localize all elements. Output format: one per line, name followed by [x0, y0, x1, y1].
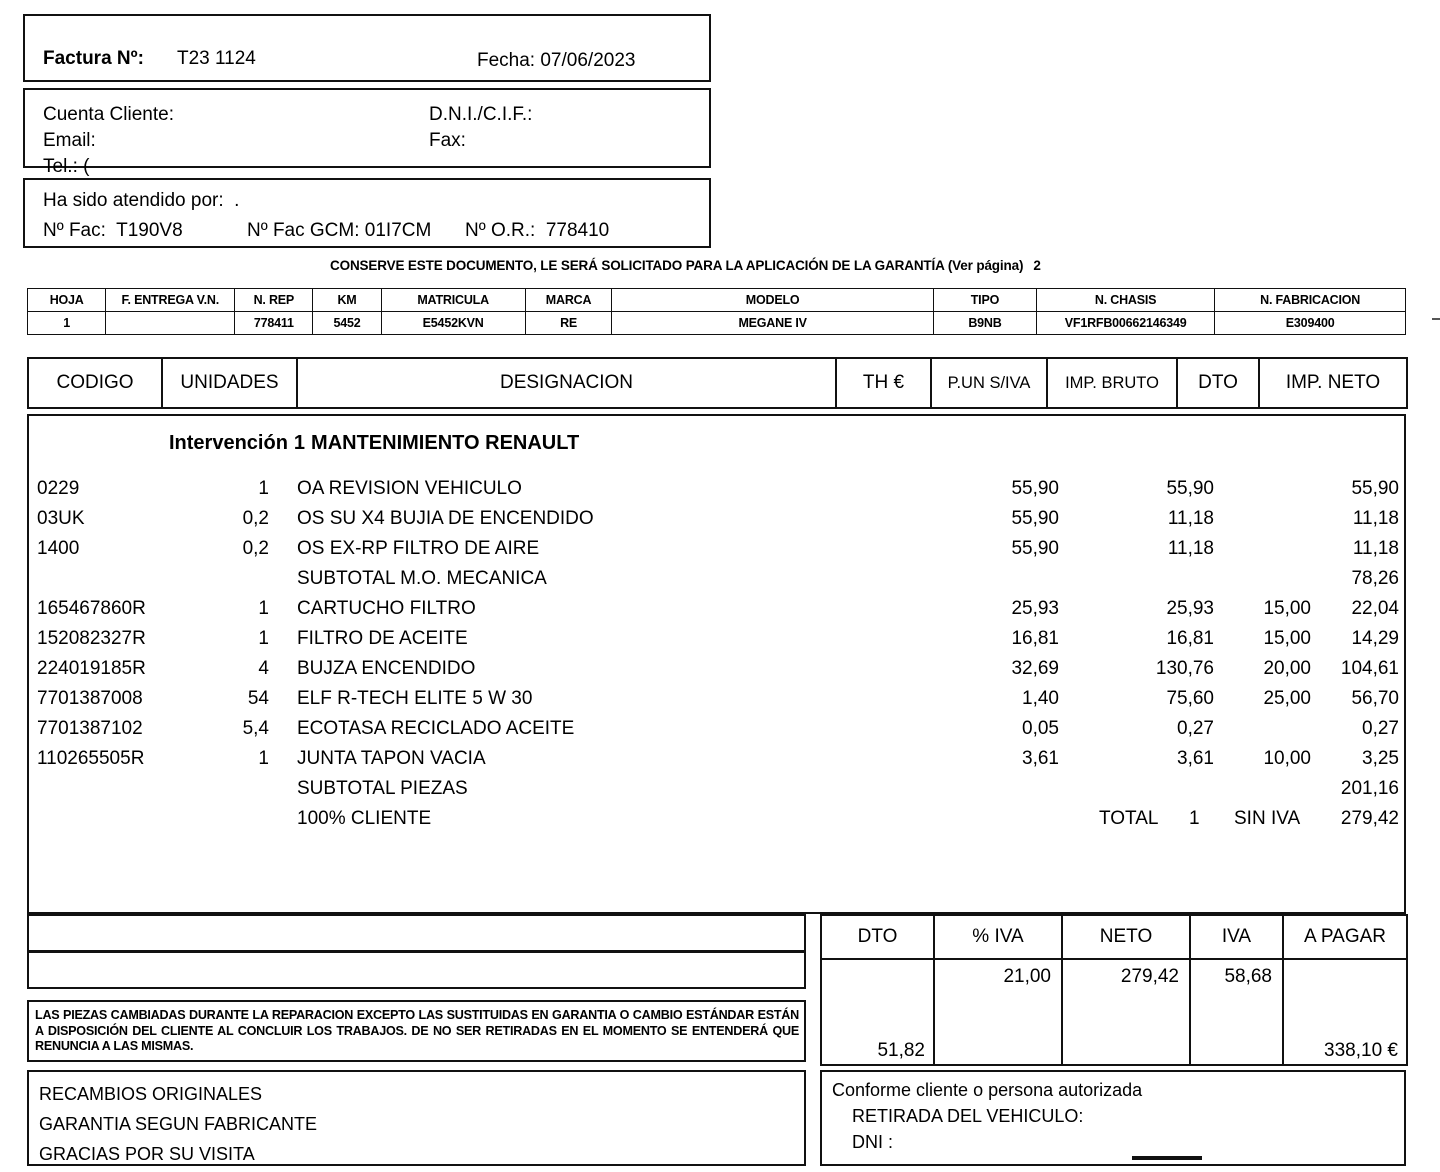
vehicle-col-modelo: MODELO	[612, 289, 934, 312]
customer-email-label: Email:	[43, 130, 96, 151]
row-neto: 22,04	[1351, 598, 1399, 619]
row-neto: 0,27	[1362, 718, 1399, 739]
summary-col-neto: NETO	[1062, 915, 1190, 959]
vehicle-col-n-fabricacion: N. FABRICACION	[1215, 289, 1406, 312]
vehicle-col-f-entrega: F. ENTREGA V.N.	[106, 289, 235, 312]
summary-cell-neto	[1062, 959, 1190, 1065]
parts-disclaimer-text: LAS PIEZAS CAMBIADAS DURANTE LA REPARACION EXCEPTO LAS SUSTITUIDAS EN GARANTIA O CAMBIO ESTÁNDAR ESTÁN A DISPOSICIÓN DEL CLIENTE AL CONCLUIR LOS TRABAJOS. DE NO SER RETIRADAS EN EL MOMENTO SE ENTENDERÁ QUE RENUNCIA A LAS MISMAS.	[35, 1008, 799, 1053]
footer-line-gracias: GRACIAS POR SU VISITA	[39, 1144, 255, 1164]
row-bruto: 130,76	[1155, 658, 1214, 679]
table-row	[29, 658, 1404, 688]
summary-col-iva: IVA	[1190, 915, 1283, 959]
signature-conforme-label: Conforme cliente o persona autorizada	[832, 1080, 1143, 1100]
work-order-number: Nº O.R.: 778410	[465, 220, 610, 241]
row-pun: 3,61	[1022, 748, 1059, 769]
row-pun: 32,69	[1011, 658, 1059, 679]
row-neto: 55,90	[1351, 478, 1399, 499]
items-col-unidades: UNIDADES	[162, 358, 297, 408]
row-codigo: 224019185R	[37, 658, 146, 679]
row-designacion: ELF R-TECH ELITE 5 W 30	[297, 688, 533, 709]
vehicle-val-matricula: E5452KVN	[381, 312, 525, 335]
vehicle-table-header-row	[28, 289, 1406, 312]
vehicle-col-n-chasis: N. CHASIS	[1036, 289, 1214, 312]
row-neto: 14,29	[1351, 628, 1399, 649]
customer-dni-cif-label: D.N.I./C.I.F.:	[429, 104, 533, 125]
items-col-importe-bruto: IMP. BRUTO	[1047, 358, 1177, 408]
total-intervention-count: 1	[1189, 808, 1200, 829]
row-pun: 16,81	[1011, 628, 1059, 649]
row-unidades: 1	[258, 598, 269, 619]
row-designacion: JUNTA TAPON VACIA	[297, 748, 486, 769]
row-neto: 11,18	[1352, 508, 1399, 529]
items-col-designacion: DESIGNACION	[297, 358, 836, 408]
table-row	[29, 538, 1404, 568]
table-row	[29, 808, 1404, 838]
row-dto: 15,00	[1263, 598, 1311, 619]
row-unidades: 54	[247, 688, 269, 709]
intervention-heading	[169, 432, 579, 455]
row-designacion: BUJZA ENCENDIDO	[297, 658, 476, 679]
notes-box-lower	[27, 951, 806, 989]
summary-value-pct-iva: 21,00	[1003, 966, 1051, 987]
warranty-notice-text: CONSERVE ESTE DOCUMENTO, LE SERÁ SOLICITADO PARA LA APLICACIÓN DE LA GARANTÍA (Ver página)	[330, 258, 1024, 273]
row-pun: 55,90	[1011, 538, 1059, 559]
line-items-header-row	[28, 358, 1407, 408]
line-items-header	[27, 357, 1406, 409]
summary-value-iva: 58,68	[1224, 966, 1272, 987]
summary-cell-dto	[821, 959, 934, 1065]
row-dto: 10,00	[1263, 748, 1311, 769]
line-items-body	[27, 414, 1406, 914]
warranty-notice-banner	[330, 258, 1160, 273]
row-dto: 20,00	[1263, 658, 1311, 679]
items-col-precio-unitario-sin-iva: P.UN S/IVA	[931, 358, 1047, 408]
row-bruto: 16,81	[1166, 628, 1214, 649]
row-dto: 25,00	[1263, 688, 1311, 709]
items-col-th-euro: TH €	[836, 358, 931, 408]
row-dto: 15,00	[1263, 628, 1311, 649]
vehicle-col-matricula: MATRICULA	[381, 289, 525, 312]
table-row	[29, 688, 1404, 718]
intervention-number: 1	[293, 432, 306, 454]
vehicle-col-tipo: TIPO	[933, 289, 1036, 312]
row-codigo: 152082327R	[37, 628, 146, 649]
customer-info-box	[23, 88, 711, 177]
items-col-codigo: CODIGO	[28, 358, 162, 408]
vehicle-val-n-chasis: VF1RFB00662146349	[1036, 312, 1214, 335]
row-codigo: 1400	[37, 538, 80, 559]
row-designacion: FILTRO DE ACEITE	[297, 628, 468, 649]
row-neto: 201,16	[1340, 778, 1399, 799]
row-bruto: 11,18	[1167, 508, 1214, 529]
row-codigo: 7701387008	[37, 688, 143, 709]
table-row	[29, 598, 1404, 628]
invoice-ref-nfac: Nº Fac: T190V8	[43, 220, 183, 241]
table-row	[29, 778, 1404, 808]
row-pun: 0,05	[1022, 718, 1059, 739]
row-codigo: 7701387102	[37, 718, 143, 739]
row-unidades: 4	[258, 658, 269, 679]
row-designacion: 100% CLIENTE	[297, 808, 432, 829]
vehicle-col-km: KM	[313, 289, 381, 312]
vehicle-val-hoja: 1	[28, 312, 106, 335]
vehicle-details-table	[27, 288, 1406, 335]
summary-values-row	[821, 959, 1407, 1065]
signature-line	[1132, 1156, 1202, 1160]
customer-signature-box	[820, 1070, 1406, 1166]
invoice-number-value: T23 1124	[177, 48, 256, 69]
vehicle-val-marca: RE	[525, 312, 612, 335]
row-pun: 55,90	[1011, 508, 1059, 529]
row-pun: 1,40	[1022, 688, 1059, 709]
attended-by-label: Ha sido atendido por: .	[43, 190, 240, 211]
signature-retirada-label: RETIRADA DEL VEHICULO:	[852, 1106, 1084, 1126]
summary-value-neto: 279,42	[1120, 966, 1179, 987]
vehicle-col-n-rep: N. REP	[235, 289, 313, 312]
items-col-dto: DTO	[1177, 358, 1259, 408]
row-designacion: ECOTASA RECICLADO ACEITE	[297, 718, 575, 739]
customer-account-label: Cuenta Cliente:	[43, 104, 174, 125]
vehicle-val-f-entrega	[106, 312, 235, 335]
service-advisor-box	[23, 178, 711, 248]
row-designacion: OA REVISION VEHICULO	[297, 478, 522, 499]
vehicle-val-modelo: MEGANE IV	[612, 312, 934, 335]
notes-box-upper	[27, 914, 806, 952]
row-unidades: 0,2	[242, 508, 269, 529]
row-codigo: 03UK	[37, 508, 85, 529]
footer-line-recambios: RECAMBIOS ORIGINALES	[39, 1084, 263, 1104]
row-unidades: 1	[258, 478, 269, 499]
row-bruto: 55,90	[1166, 478, 1214, 499]
row-codigo: 110265505R	[37, 748, 145, 769]
summary-col-a-pagar: A PAGAR	[1283, 915, 1407, 959]
intervention-title: MANTENIMIENTO RENAULT	[311, 432, 580, 454]
table-row	[29, 568, 1404, 598]
row-pun: 25,93	[1011, 598, 1059, 619]
row-neto: 11,18	[1352, 538, 1399, 559]
footer-line-garantia: GARANTIA SEGUN FABRICANTE	[39, 1114, 318, 1134]
row-codigo: 0229	[37, 478, 80, 499]
invoice-number-label: Factura Nº:	[43, 48, 144, 69]
summary-cell-a-pagar	[1283, 959, 1407, 1065]
row-designacion: OS SU X4 BUJIA DE ENCENDIDO	[297, 508, 594, 529]
summary-col-pct-iva: % IVA	[934, 915, 1062, 959]
row-bruto: 25,93	[1166, 598, 1214, 619]
summary-cell-iva	[1190, 959, 1283, 1065]
items-col-importe-neto: IMP. NETO	[1259, 358, 1407, 408]
invoice-number-box	[23, 14, 711, 82]
row-neto: 3,25	[1362, 748, 1399, 769]
row-unidades: 0,2	[242, 538, 269, 559]
totals-summary-table	[820, 914, 1408, 1066]
row-unidades: 5,4	[242, 718, 269, 739]
invoice-ref-nfac-gcm: Nº Fac GCM: 01I7CM	[247, 220, 432, 241]
row-designacion: SUBTOTAL M.O. MECANICA	[297, 568, 547, 589]
summary-value-a-pagar: 338,10 €	[1324, 1040, 1398, 1061]
row-neto: 56,70	[1351, 688, 1399, 709]
vehicle-val-n-fabricacion: E309400	[1215, 312, 1406, 335]
summary-cell-pct-iva	[934, 959, 1062, 1065]
customer-fax-label: Fax:	[429, 130, 466, 151]
page-edge-mark	[1432, 318, 1440, 320]
row-pun: 55,90	[1011, 478, 1059, 499]
footer-messages-box	[27, 1070, 806, 1166]
table-row	[29, 628, 1404, 658]
row-neto: 78,26	[1351, 568, 1399, 589]
invoice-date: Fecha: 07/06/2023	[477, 50, 636, 71]
row-neto: 104,61	[1340, 658, 1399, 679]
summary-value-dto: 51,82	[877, 1040, 925, 1061]
row-bruto: 75,60	[1166, 688, 1214, 709]
parts-disclaimer-box	[27, 1000, 806, 1062]
row-designacion: SUBTOTAL PIEZAS	[297, 778, 468, 799]
vehicle-val-tipo: B9NB	[933, 312, 1036, 335]
total-tax-note: SIN IVA	[1234, 808, 1301, 829]
vehicle-col-marca: MARCA	[525, 289, 612, 312]
summary-header-row	[821, 915, 1407, 959]
row-bruto: 3,61	[1177, 748, 1214, 769]
vehicle-val-km: 5452	[313, 312, 381, 335]
total-amount: 279,42	[1340, 808, 1399, 829]
vehicle-val-n-rep: 778411	[235, 312, 313, 335]
intervention-label: Intervención	[169, 432, 288, 454]
row-unidades: 1	[258, 628, 269, 649]
summary-col-dto: DTO	[821, 915, 934, 959]
row-bruto: 0,27	[1177, 718, 1214, 739]
row-designacion: OS EX-RP FILTRO DE AIRE	[297, 538, 540, 559]
warranty-notice-page: 2	[1033, 258, 1041, 273]
signature-dni-label: DNI :	[852, 1132, 894, 1152]
row-designacion: CARTUCHO FILTRO	[297, 598, 476, 619]
vehicle-table-row	[28, 312, 1406, 335]
row-bruto: 11,18	[1167, 538, 1214, 559]
row-codigo: 165467860R	[37, 598, 146, 619]
vehicle-col-hoja: HOJA	[28, 289, 106, 312]
table-row	[29, 718, 1404, 748]
table-row	[29, 508, 1404, 538]
row-unidades: 1	[258, 748, 269, 769]
customer-phone-label: Tel.: (	[43, 156, 90, 177]
table-row	[29, 748, 1404, 778]
table-row	[29, 478, 1404, 508]
total-label: TOTAL	[1099, 808, 1159, 829]
